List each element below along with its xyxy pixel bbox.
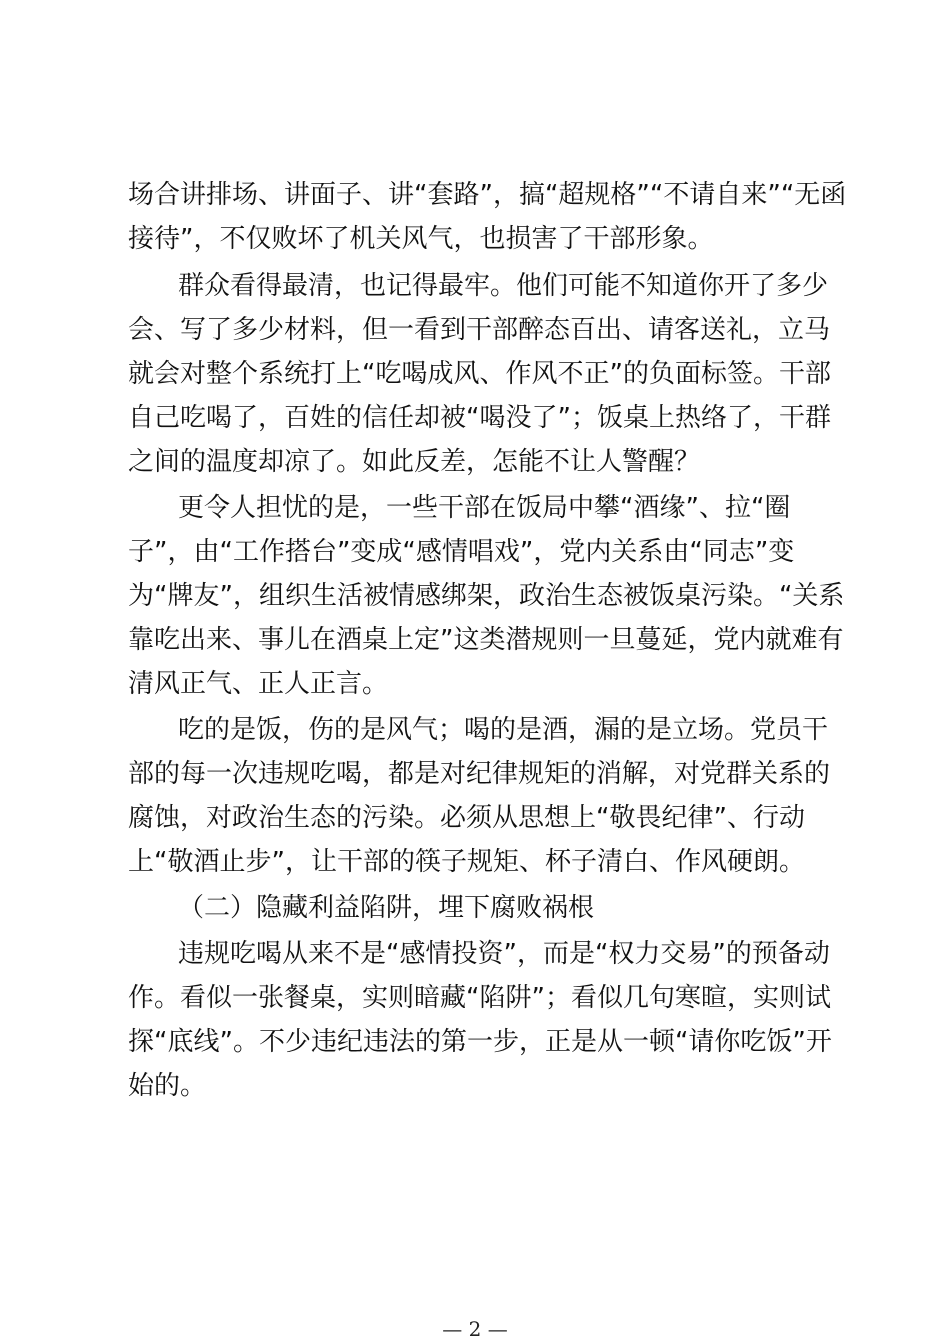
- text-line: 探“底线”。不少违纪违法的第一步，正是从一顿“请你吃饭”开: [128, 1027, 832, 1057]
- text-line: 场合讲排场、讲面子、讲“套路”，搞“超规格”“不请自来”“无函: [128, 180, 847, 210]
- page-number: — 2 —: [442, 1317, 508, 1341]
- paragraph-start-line: 群众看得最清，也记得最牢。他们可能不知道你开了多少: [178, 271, 829, 301]
- text-line: 上“敬酒止步”，让干部的筷子规矩、杯子清白、作风硬朗。: [128, 847, 805, 877]
- text-line: 就会对整个系统打上“吃喝成风、作风不正”的负面标签。干部: [128, 359, 831, 389]
- text-line: 始的。: [128, 1071, 207, 1101]
- text-line: 自己吃喝了，百姓的信任却被“喝没了”；饭桌上热络了，干群: [128, 403, 831, 433]
- paragraph-start-line: 违规吃喝从来不是“感情投资”，而是“权力交易”的预备动: [178, 939, 830, 969]
- paragraph-start-line: 吃的是饭，伤的是风气；喝的是酒，漏的是立场。党员干: [178, 715, 829, 745]
- text-line: 会、写了多少材料，但一看到干部醉态百出、请客送礼，立马: [128, 315, 831, 345]
- text-line: 部的每一次违规吃喝，都是对纪律规矩的消解，对党群关系的: [128, 759, 831, 789]
- text-line: 子”，由“工作搭台”变成“感情唱戏”，党内关系由“同志”变: [128, 537, 795, 567]
- text-line: 作。看似一张餐桌，实则暗藏“陷阱”；看似几句寒暄，实则试: [128, 983, 831, 1013]
- text-line: 靠吃出来、事儿在酒桌上定”这类潜规则一旦蔓延，党内就难有: [128, 625, 844, 655]
- text-line: 腐蚀，对政治生态的污染。必须从思想上“敬畏纪律”、行动: [128, 803, 805, 833]
- text-line: 之间的温度却凉了。如此反差，怎能不让人警醒？: [128, 447, 701, 477]
- text-line: 清风正气、正人正言。: [128, 669, 389, 699]
- text-line: 接待”，不仅败坏了机关风气，也损害了干部形象。: [128, 224, 714, 254]
- text-line: 为“牌友”，组织生活被情感绑架，政治生态被饭桌污染。“关系: [128, 581, 845, 611]
- section-heading: （二）隐藏利益陷阱，埋下腐败祸根: [178, 893, 595, 923]
- paragraph-start-line: 更令人担忧的是，一些干部在饭局中攀“酒缘”、拉“圈: [178, 493, 791, 523]
